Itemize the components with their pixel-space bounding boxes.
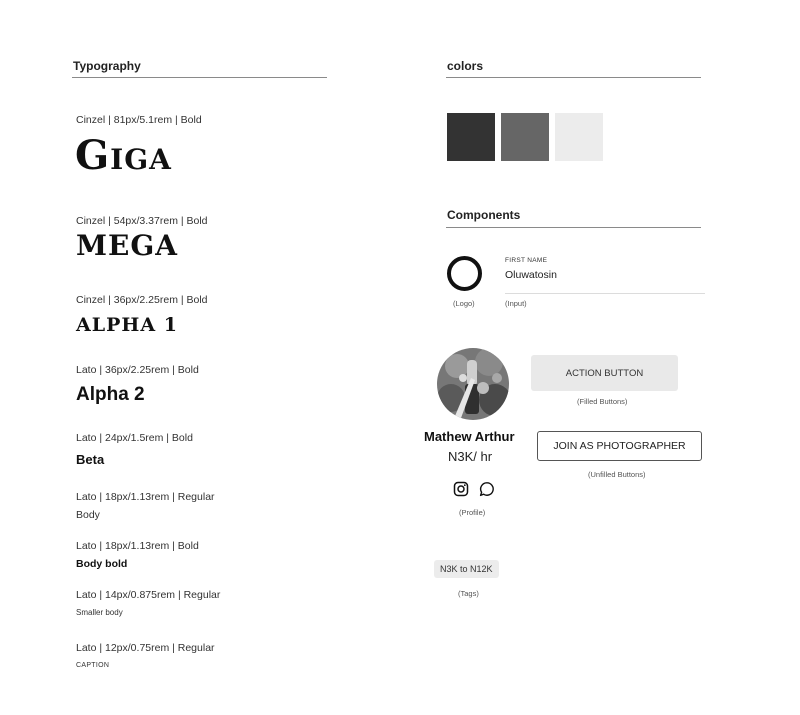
- input-caption: (Input): [505, 299, 527, 308]
- smaller-body-spec: Lato | 14px/0.875rem | Regular: [76, 589, 221, 601]
- unfilled-buttons-caption: (Unfilled Buttons): [588, 470, 646, 479]
- join-as-photographer-button[interactable]: JOIN AS PHOTOGRAPHER: [537, 431, 702, 461]
- first-name-label: FIRST NAME: [505, 257, 548, 264]
- mega-spec: Cinzel | 54px/3.37rem | Bold: [76, 215, 208, 227]
- colors-heading: colors: [447, 59, 484, 73]
- alpha1-spec: Cinzel | 36px/2.25rem | Bold: [76, 294, 208, 306]
- first-name-input[interactable]: Oluwatosin: [505, 269, 557, 281]
- colors-divider: [446, 77, 701, 78]
- beta-spec: Lato | 24px/1.5rem | Bold: [76, 432, 193, 444]
- color-swatch-light: [555, 113, 603, 161]
- chat-bubble-icon[interactable]: [479, 481, 495, 497]
- components-heading: Components: [447, 208, 521, 222]
- price-tag[interactable]: N3K to N12K: [434, 560, 499, 578]
- typography-divider: [72, 77, 327, 78]
- alpha1-sample: ALPHA 1: [76, 314, 178, 336]
- profile-rate: N3K/ hr: [448, 449, 493, 464]
- action-button[interactable]: ACTION BUTTON: [531, 355, 678, 391]
- beta-sample: Beta: [76, 452, 105, 467]
- filled-buttons-caption: (Filled Buttons): [577, 397, 628, 406]
- typography-heading: Typography: [73, 59, 141, 73]
- first-name-field[interactable]: [505, 257, 705, 294]
- logo-ring-icon: [447, 256, 482, 291]
- body-spec: Lato | 18px/1.13rem | Regular: [76, 491, 215, 503]
- avatar-photo: [437, 348, 509, 420]
- logo-caption: (Logo): [453, 299, 475, 308]
- body-bold-spec: Lato | 18px/1.13rem | Bold: [76, 540, 199, 552]
- instagram-icon[interactable]: [453, 481, 469, 497]
- alpha2-spec: Lato | 36px/2.25rem | Bold: [76, 364, 199, 376]
- color-swatch-mid: [501, 113, 549, 161]
- color-swatch-dark: [447, 113, 495, 161]
- caption-spec: Lato | 12px/0.75rem | Regular: [76, 642, 215, 654]
- mega-sample: MEGA: [76, 229, 178, 262]
- avatar[interactable]: [437, 348, 509, 420]
- caption-sample: CAPTION: [76, 662, 110, 669]
- smaller-body-sample: Smaller body: [76, 608, 123, 617]
- profile-name: Mathew Arthur: [424, 429, 515, 444]
- giga-sample: Giga: [75, 132, 172, 179]
- body-sample: Body: [76, 509, 100, 521]
- body-bold-sample: Body bold: [76, 558, 128, 570]
- profile-caption: (Profile): [459, 508, 486, 517]
- giga-spec: Cinzel | 81px/5.1rem | Bold: [76, 114, 202, 126]
- alpha2-sample: Alpha 2: [76, 384, 145, 405]
- components-divider: [446, 227, 701, 228]
- tags-caption: (Tags): [458, 589, 479, 598]
